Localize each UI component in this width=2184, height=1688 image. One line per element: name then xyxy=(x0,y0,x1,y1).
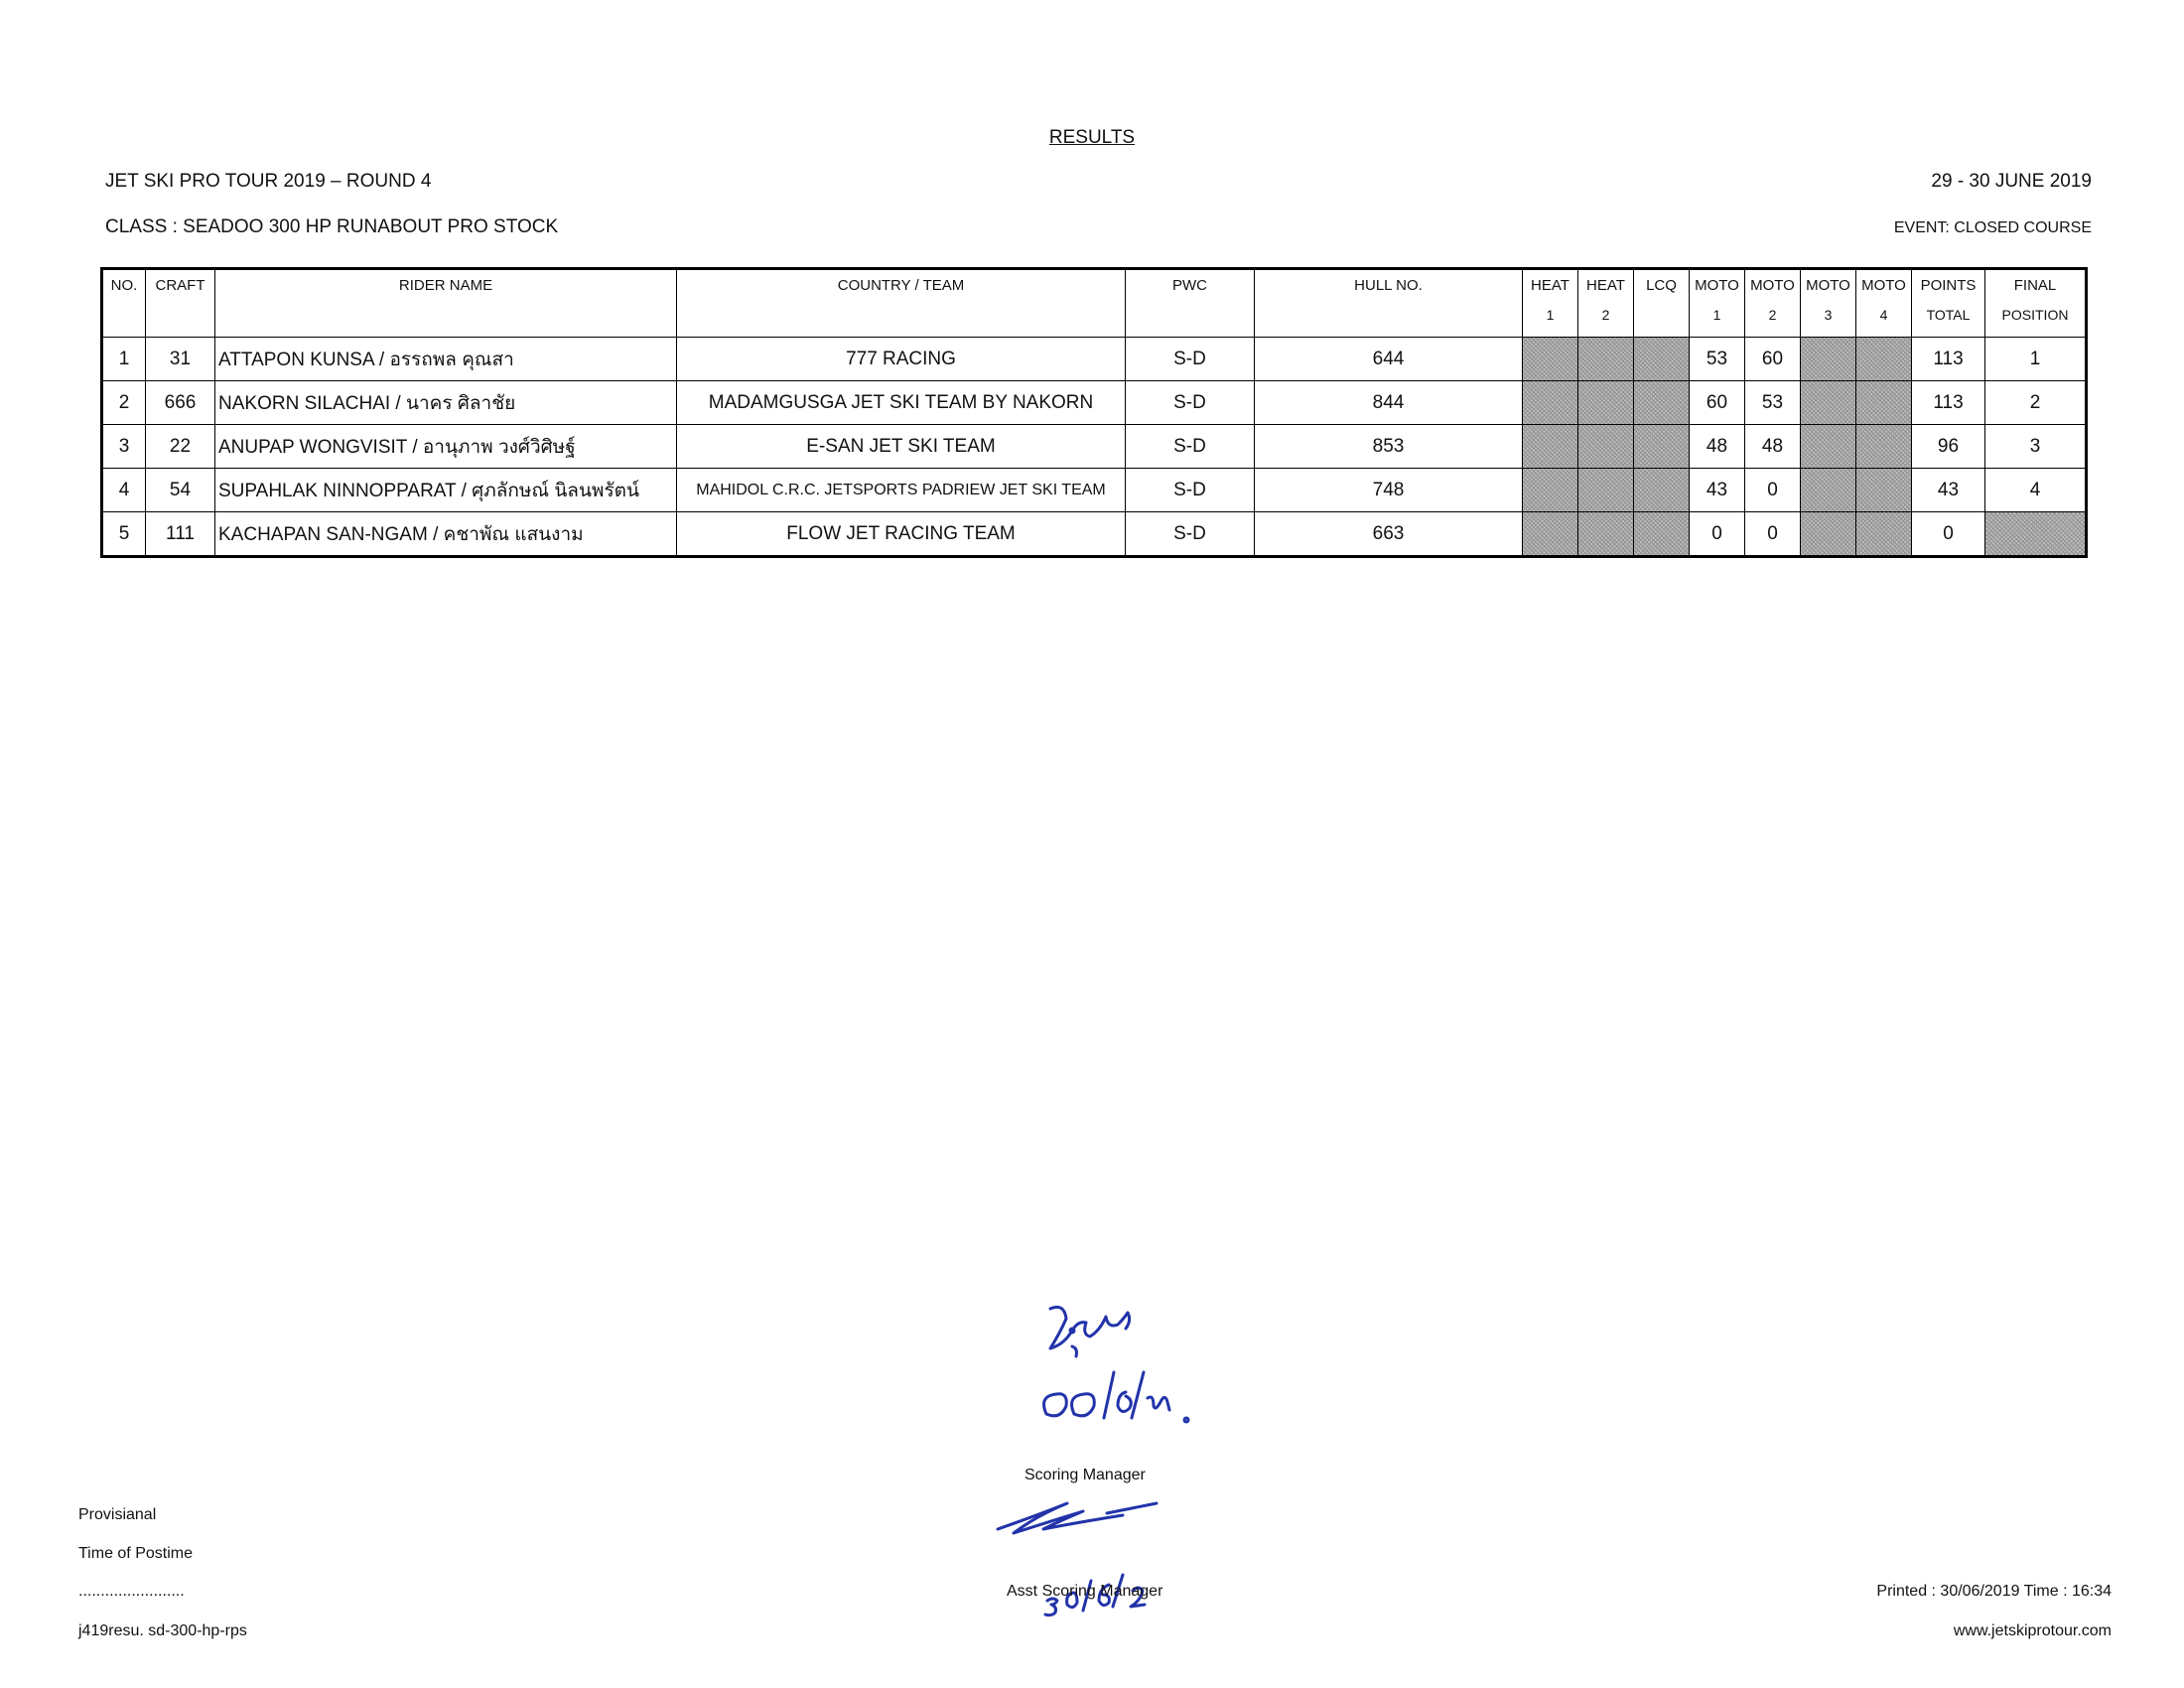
moto-4-cell xyxy=(1856,425,1912,469)
table-row xyxy=(102,338,2087,381)
moto-4-cell xyxy=(1856,381,1912,425)
moto-1-cell: 60 xyxy=(1690,381,1745,425)
no-cell: 1 xyxy=(102,338,146,381)
moto-3-cell xyxy=(1801,425,1856,469)
moto-1-cell: 43 xyxy=(1690,469,1745,512)
final-position-cell: 3 xyxy=(1985,425,2087,469)
moto-3-cell xyxy=(1801,512,1856,557)
column-header-label: HEAT xyxy=(1586,277,1625,294)
moto-1-cell: 0 xyxy=(1690,512,1745,557)
table-header-row xyxy=(102,269,2087,338)
column-header-label: MOTO xyxy=(1806,277,1850,294)
class-label: CLASS : SEADOO 300 HP RUNABOUT PRO STOCK xyxy=(105,216,559,237)
team-cell: MADAMGUSGA JET SKI TEAM BY NAKORN xyxy=(677,381,1126,425)
event-type: EVENT: CLOSED COURSE xyxy=(1893,219,2092,236)
table-row xyxy=(102,512,2087,557)
final-position-cell: 4 xyxy=(1985,469,2087,512)
rider-name-cell: SUPAHLAK NINNOPPARAT / ศุภลักษณ์ นิลนพรัตน์ xyxy=(215,469,677,512)
heat-1-cell xyxy=(1523,381,1578,425)
moto-3-cell xyxy=(1801,381,1856,425)
pwc-cell: S-D xyxy=(1126,381,1255,425)
column-header xyxy=(1985,269,2087,338)
no-cell: 3 xyxy=(102,425,146,469)
column-header-label: LCQ xyxy=(1646,277,1677,294)
column-header-sublabel: 2 xyxy=(1768,307,1777,323)
hull-cell: 748 xyxy=(1255,469,1523,512)
column-header-label: MOTO xyxy=(1861,277,1906,294)
lcq-cell xyxy=(1634,469,1690,512)
column-header xyxy=(102,269,146,338)
column-header-label: FINAL xyxy=(2013,277,2057,294)
event-dates: 29 - 30 JUNE 2019 xyxy=(1931,171,2092,192)
table-row xyxy=(102,469,2087,512)
lcq-cell xyxy=(1634,338,1690,381)
heat-2-cell xyxy=(1578,425,1634,469)
moto-4-cell xyxy=(1856,338,1912,381)
heat-2-cell xyxy=(1578,469,1634,512)
lcq-cell xyxy=(1634,381,1690,425)
heat-2-cell xyxy=(1578,381,1634,425)
craft-cell: 111 xyxy=(146,512,215,557)
heat-1-cell xyxy=(1523,469,1578,512)
column-header xyxy=(1856,269,1912,338)
final-position-cell xyxy=(1985,512,2087,557)
time-of-postime-label: Time of Postime xyxy=(78,1545,193,1562)
no-cell: 2 xyxy=(102,381,146,425)
moto-2-cell: 53 xyxy=(1745,381,1801,425)
pwc-cell: S-D xyxy=(1126,425,1255,469)
lcq-cell xyxy=(1634,425,1690,469)
craft-cell: 31 xyxy=(146,338,215,381)
team-cell: FLOW JET RACING TEAM xyxy=(677,512,1126,557)
moto-4-cell xyxy=(1856,512,1912,557)
column-header xyxy=(1912,269,1985,338)
column-header xyxy=(677,269,1126,338)
team-cell: 777 RACING xyxy=(677,338,1126,381)
hull-cell: 663 xyxy=(1255,512,1523,557)
craft-cell: 54 xyxy=(146,469,215,512)
final-position-cell: 1 xyxy=(1985,338,2087,381)
rider-name-cell: ATTAPON KUNSA / อรรถพล คุณสา xyxy=(215,338,677,381)
column-header xyxy=(146,269,215,338)
results-table xyxy=(100,267,2088,558)
column-header xyxy=(1745,269,1801,338)
column-header-label: MOTO xyxy=(1695,277,1739,294)
table-row xyxy=(102,425,2087,469)
hull-cell: 644 xyxy=(1255,338,1523,381)
column-header-label: HULL NO. xyxy=(1354,277,1423,294)
column-header-sublabel: 1 xyxy=(1546,307,1555,323)
points-total-cell: 0 xyxy=(1912,512,1985,557)
moto-2-cell: 48 xyxy=(1745,425,1801,469)
team-cell: MAHIDOL C.R.C. JETSPORTS PADRIEW JET SKI TEAM xyxy=(677,469,1126,512)
heat-2-cell xyxy=(1578,512,1634,557)
lcq-cell xyxy=(1634,512,1690,557)
column-header-sublabel: TOTAL xyxy=(1926,307,1971,323)
pwc-cell: S-D xyxy=(1126,338,1255,381)
column-header xyxy=(1578,269,1634,338)
column-header-sublabel: 4 xyxy=(1879,307,1888,323)
column-header-label: POINTS xyxy=(1920,277,1977,294)
final-position-cell: 2 xyxy=(1985,381,2087,425)
table-row xyxy=(102,381,2087,425)
no-cell: 4 xyxy=(102,469,146,512)
column-header-label: COUNTRY / TEAM xyxy=(837,277,965,294)
postime-blank: ........................ xyxy=(78,1583,185,1600)
craft-cell: 22 xyxy=(146,425,215,469)
moto-1-cell: 53 xyxy=(1690,338,1745,381)
rider-name-cell: ANUPAP WONGVISIT / อานุภาพ วงศ์วิศิษฐ์ xyxy=(215,425,677,469)
points-total-cell: 113 xyxy=(1912,381,1985,425)
column-header-sublabel: 1 xyxy=(1712,307,1721,323)
pwc-cell: S-D xyxy=(1126,469,1255,512)
provisional-label: Provisianal xyxy=(78,1506,157,1523)
column-header-label: NO. xyxy=(110,277,138,294)
column-header-label: HEAT xyxy=(1531,277,1570,294)
asst-scoring-manager-label: Asst Scoring Manager xyxy=(1007,1583,1163,1600)
hull-cell: 844 xyxy=(1255,381,1523,425)
column-header-label: RIDER NAME xyxy=(398,277,493,294)
column-header xyxy=(1690,269,1745,338)
heat-1-cell xyxy=(1523,338,1578,381)
column-header xyxy=(1801,269,1856,338)
column-header xyxy=(1634,269,1690,338)
column-header-label: CRAFT xyxy=(155,277,205,294)
moto-4-cell xyxy=(1856,469,1912,512)
column-header-label: MOTO xyxy=(1750,277,1795,294)
column-header-sublabel: 2 xyxy=(1601,307,1610,323)
moto-1-cell: 48 xyxy=(1690,425,1745,469)
moto-3-cell xyxy=(1801,469,1856,512)
points-total-cell: 113 xyxy=(1912,338,1985,381)
rider-name-cell: KACHAPAN SAN-NGAM / คชาพัณ แสนงาม xyxy=(215,512,677,557)
points-total-cell: 43 xyxy=(1912,469,1985,512)
column-header xyxy=(1126,269,1255,338)
column-header xyxy=(215,269,677,338)
heat-1-cell xyxy=(1523,425,1578,469)
heat-1-cell xyxy=(1523,512,1578,557)
hull-cell: 853 xyxy=(1255,425,1523,469)
event-name: JET SKI PRO TOUR 2019 – ROUND 4 xyxy=(105,171,432,192)
pwc-cell: S-D xyxy=(1126,512,1255,557)
column-header-label: PWC xyxy=(1172,277,1207,294)
moto-3-cell xyxy=(1801,338,1856,381)
column-header-sublabel: POSITION xyxy=(2001,307,2069,323)
column-header-sublabel: 3 xyxy=(1824,307,1833,323)
scoring-manager-label: Scoring Manager xyxy=(1024,1467,1146,1483)
moto-2-cell: 60 xyxy=(1745,338,1801,381)
team-cell: E-SAN JET SKI TEAM xyxy=(677,425,1126,469)
craft-cell: 666 xyxy=(146,381,215,425)
printed-timestamp: Printed : 30/06/2019 Time : 16:34 xyxy=(1876,1583,2112,1600)
moto-2-cell: 0 xyxy=(1745,512,1801,557)
moto-2-cell: 0 xyxy=(1745,469,1801,512)
file-code: j419resu. sd-300-hp-rps xyxy=(78,1622,247,1639)
page-title: RESULTS xyxy=(1048,127,1136,148)
table-body xyxy=(102,338,2087,557)
website: www.jetskiprotour.com xyxy=(1953,1622,2112,1639)
heat-2-cell xyxy=(1578,338,1634,381)
column-header xyxy=(1523,269,1578,338)
points-total-cell: 96 xyxy=(1912,425,1985,469)
column-header xyxy=(1255,269,1523,338)
rider-name-cell: NAKORN SILACHAI / นาคร ศิลาชัย xyxy=(215,381,677,425)
scoring-manager-signature xyxy=(1003,1291,1221,1460)
no-cell: 5 xyxy=(102,512,146,557)
